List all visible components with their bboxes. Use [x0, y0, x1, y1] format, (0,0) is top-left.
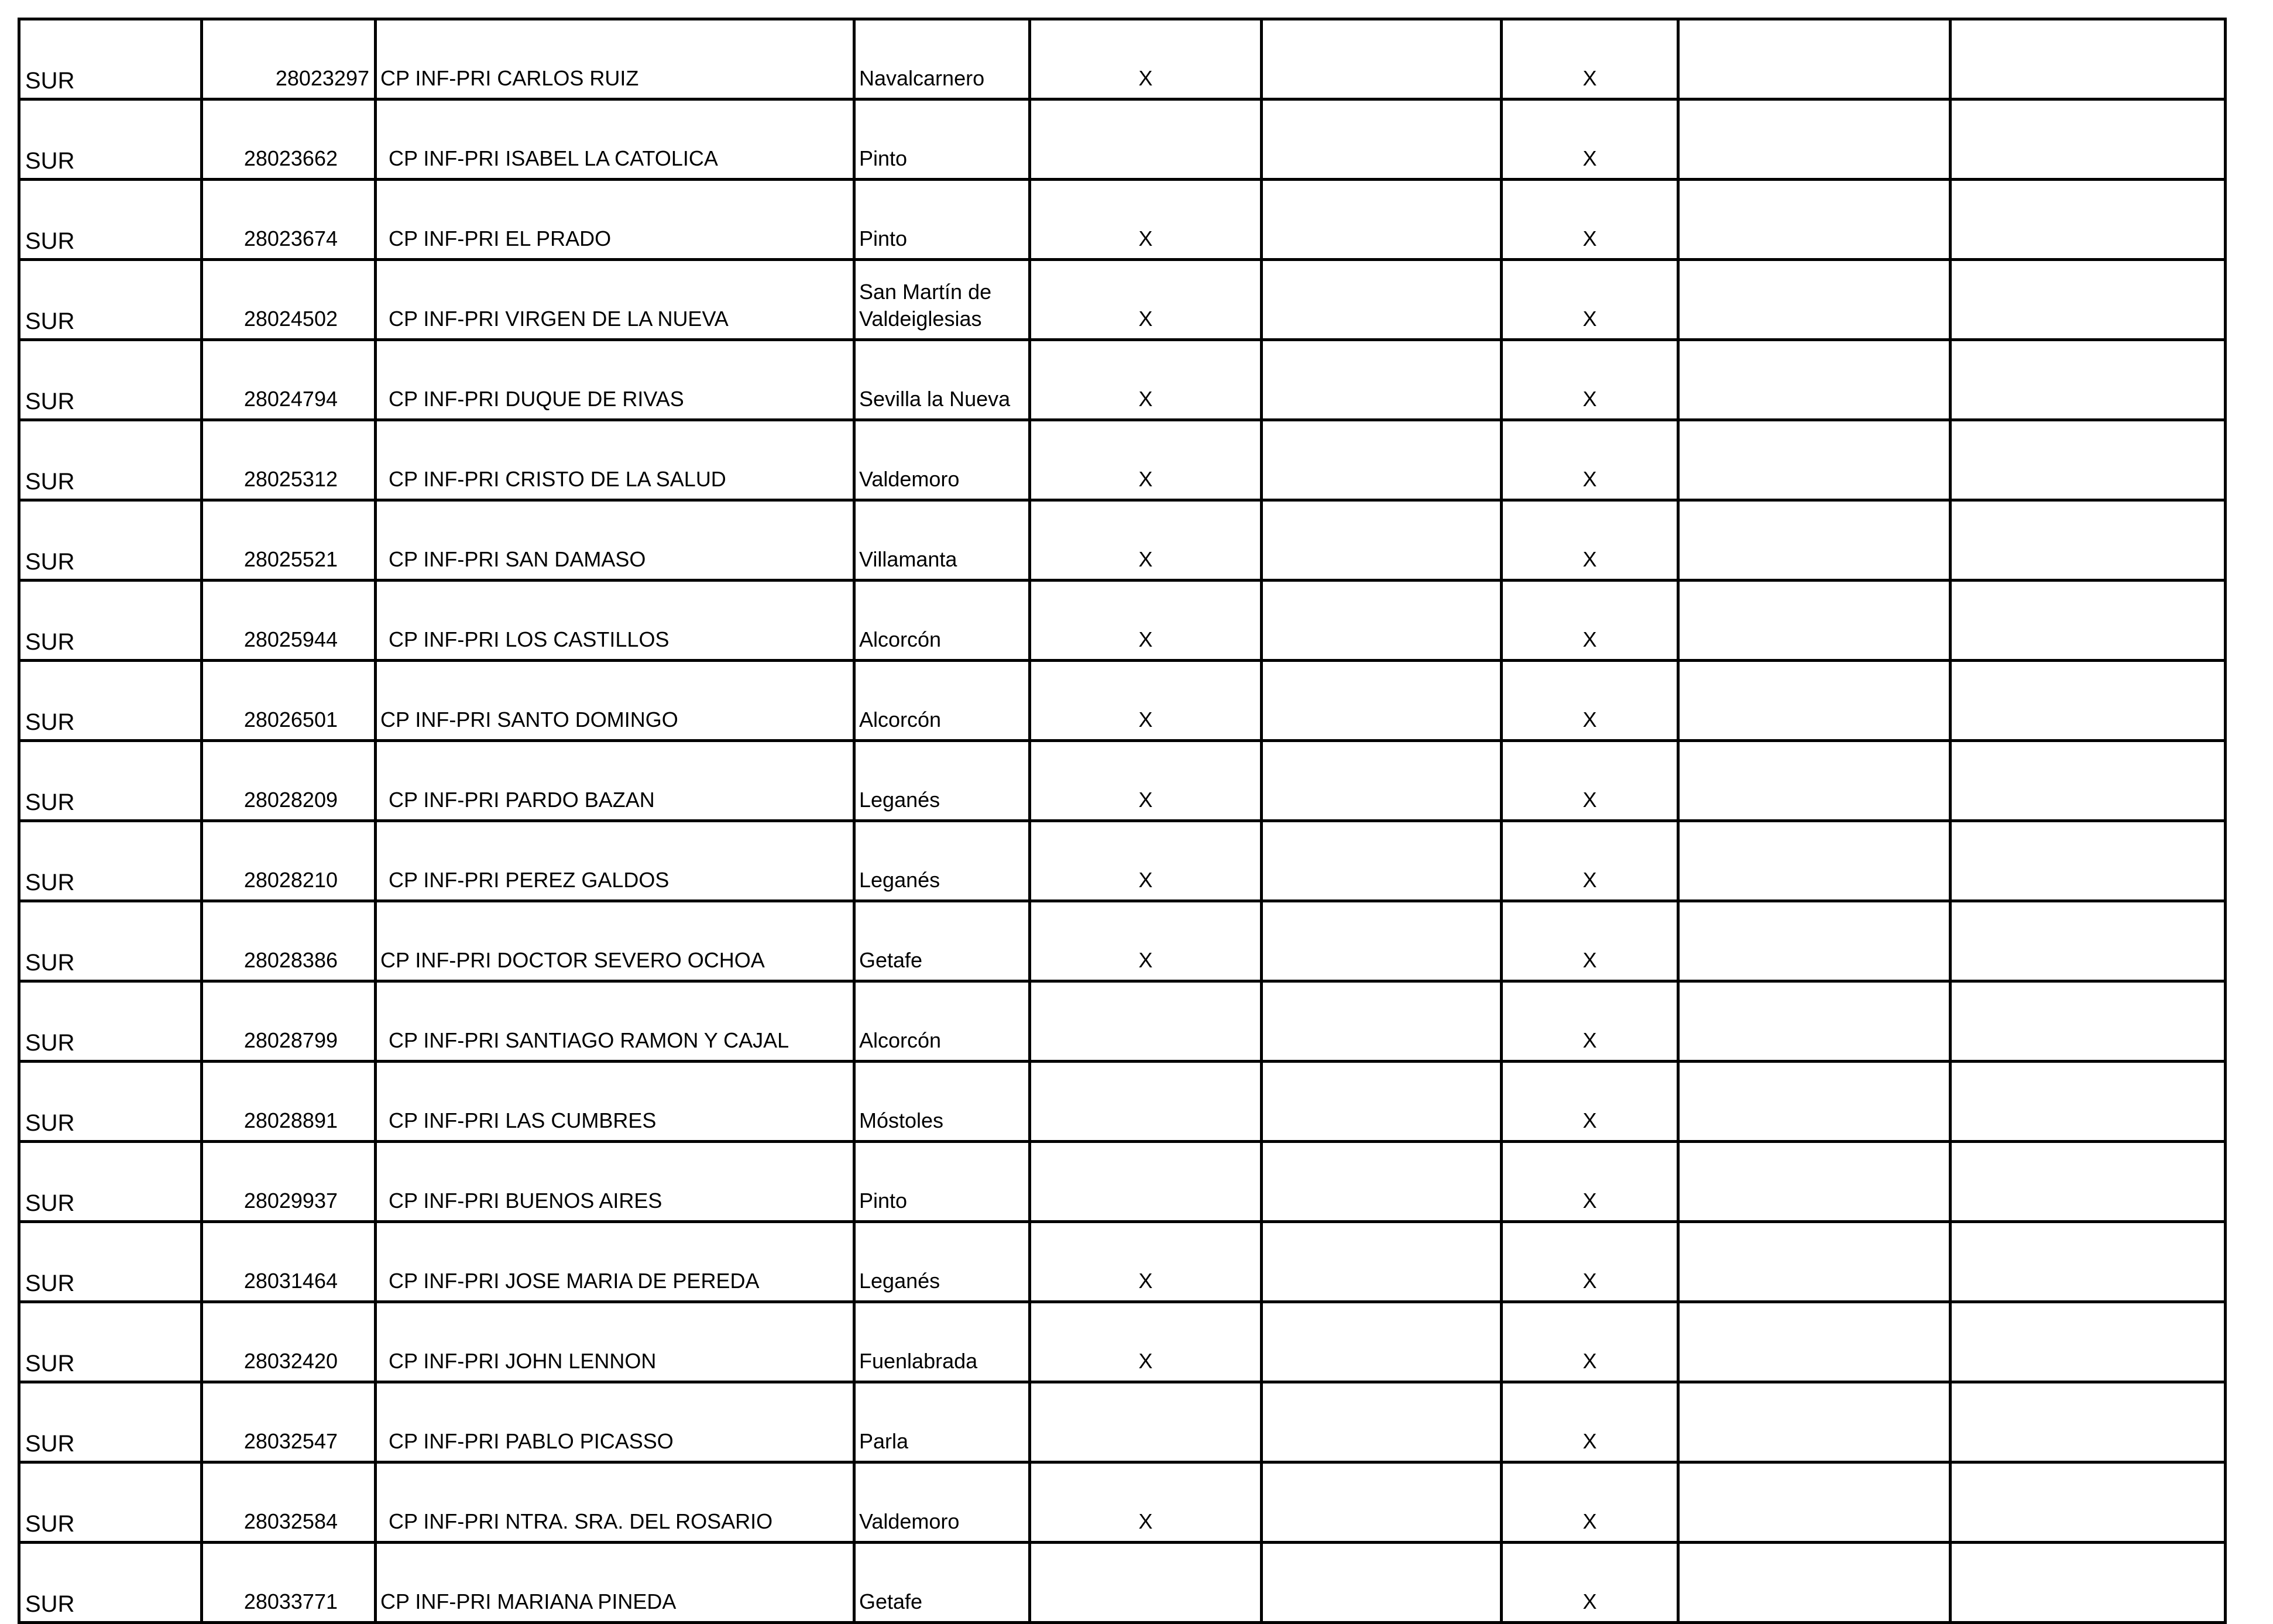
- zone-cell: SUR: [19, 260, 202, 340]
- mark-cell-3: X: [1502, 1142, 1678, 1222]
- table-row: [19, 420, 2226, 500]
- zone-cell: SUR: [19, 741, 202, 821]
- school-name-cell: CP INF-PRI BUENOS AIRES: [376, 1142, 854, 1222]
- mark-cell-5: [1951, 1062, 2226, 1142]
- table-row: [19, 1142, 2226, 1222]
- school-code-cell: 28028386: [202, 901, 376, 981]
- mark-cell-4: [1678, 420, 1951, 500]
- school-code-cell: 28032547: [202, 1382, 376, 1462]
- mark-cell-4: [1678, 741, 1951, 821]
- zone-cell: SUR: [19, 1142, 202, 1222]
- mark-cell-1: X: [1030, 741, 1262, 821]
- school-name-cell: CP INF-PRI PARDO BAZAN: [376, 741, 854, 821]
- school-name-cell: CP INF-PRI ISABEL LA CATOLICA: [376, 99, 854, 180]
- mark-cell-3: X: [1502, 500, 1678, 581]
- mark-cell-1: [1030, 1543, 1262, 1623]
- mark-cell-1: [1030, 981, 1262, 1062]
- table-row: [19, 1543, 2226, 1623]
- table-row: [19, 19, 2226, 99]
- mark-cell-4: [1678, 1142, 1951, 1222]
- mark-cell-1: X: [1030, 180, 1262, 260]
- zone-cell: SUR: [19, 1302, 202, 1382]
- school-name-cell: CP INF-PRI EL PRADO: [376, 180, 854, 260]
- mark-cell-2: [1262, 1382, 1502, 1462]
- mark-cell-2: [1262, 180, 1502, 260]
- town-cell: Pinto: [854, 99, 1030, 180]
- mark-cell-5: [1951, 340, 2226, 420]
- school-name-cell: CP INF-PRI NTRA. SRA. DEL ROSARIO: [376, 1462, 854, 1543]
- table-body: [19, 19, 2226, 1623]
- town-cell: Leganés: [854, 741, 1030, 821]
- mark-cell-3: X: [1502, 661, 1678, 741]
- school-code-cell: 28024794: [202, 340, 376, 420]
- table-row: [19, 180, 2226, 260]
- mark-cell-2: [1262, 420, 1502, 500]
- mark-cell-5: [1951, 1462, 2226, 1543]
- mark-cell-2: [1262, 821, 1502, 901]
- mark-cell-3: X: [1502, 901, 1678, 981]
- mark-cell-2: [1262, 1062, 1502, 1142]
- mark-cell-4: [1678, 500, 1951, 581]
- mark-cell-5: [1951, 99, 2226, 180]
- zone-cell: SUR: [19, 1222, 202, 1302]
- school-name-cell: CP INF-PRI JOSE MARIA DE PEREDA: [376, 1222, 854, 1302]
- school-name-cell: CP INF-PRI MARIANA PINEDA: [376, 1543, 854, 1623]
- school-code-cell: 28028209: [202, 741, 376, 821]
- mark-cell-3: X: [1502, 981, 1678, 1062]
- mark-cell-4: [1678, 1462, 1951, 1543]
- zone-cell: SUR: [19, 1062, 202, 1142]
- mark-cell-1: X: [1030, 19, 1262, 99]
- school-name-cell: CP INF-PRI SAN DAMASO: [376, 500, 854, 581]
- school-name-cell: CP INF-PRI JOHN LENNON: [376, 1302, 854, 1382]
- table-row: [19, 1302, 2226, 1382]
- table-row: [19, 340, 2226, 420]
- mark-cell-4: [1678, 981, 1951, 1062]
- mark-cell-1: [1030, 1382, 1262, 1462]
- school-code-cell: 28025944: [202, 581, 376, 661]
- zone-cell: SUR: [19, 19, 202, 99]
- town-cell: Pinto: [854, 1142, 1030, 1222]
- mark-cell-3: X: [1502, 260, 1678, 340]
- mark-cell-4: [1678, 19, 1951, 99]
- zone-cell: SUR: [19, 99, 202, 180]
- mark-cell-4: [1678, 1302, 1951, 1382]
- mark-cell-1: X: [1030, 901, 1262, 981]
- school-name-cell: CP INF-PRI CRISTO DE LA SALUD: [376, 420, 854, 500]
- school-name-cell: CP INF-PRI PABLO PICASSO: [376, 1382, 854, 1462]
- mark-cell-1: X: [1030, 581, 1262, 661]
- school-code-cell: 28024502: [202, 260, 376, 340]
- mark-cell-3: X: [1502, 581, 1678, 661]
- school-code-cell: 28023297: [202, 19, 376, 99]
- mark-cell-4: [1678, 340, 1951, 420]
- mark-cell-3: X: [1502, 1462, 1678, 1543]
- zone-cell: SUR: [19, 1462, 202, 1543]
- mark-cell-4: [1678, 180, 1951, 260]
- zone-cell: SUR: [19, 340, 202, 420]
- mark-cell-3: X: [1502, 741, 1678, 821]
- school-code-cell: 28025521: [202, 500, 376, 581]
- mark-cell-2: [1262, 1222, 1502, 1302]
- mark-cell-5: [1951, 901, 2226, 981]
- mark-cell-5: [1951, 180, 2226, 260]
- table-row: [19, 99, 2226, 180]
- mark-cell-5: [1951, 1382, 2226, 1462]
- school-code-cell: 28032584: [202, 1462, 376, 1543]
- mark-cell-1: X: [1030, 340, 1262, 420]
- zone-cell: SUR: [19, 661, 202, 741]
- mark-cell-1: X: [1030, 500, 1262, 581]
- mark-cell-3: X: [1502, 1222, 1678, 1302]
- town-cell: Alcorcón: [854, 661, 1030, 741]
- school-name-cell: CP INF-PRI CARLOS RUIZ: [376, 19, 854, 99]
- town-cell: Pinto: [854, 180, 1030, 260]
- mark-cell-2: [1262, 1462, 1502, 1543]
- zone-cell: SUR: [19, 821, 202, 901]
- mark-cell-1: X: [1030, 1302, 1262, 1382]
- mark-cell-5: [1951, 1543, 2226, 1623]
- mark-cell-1: X: [1030, 661, 1262, 741]
- mark-cell-1: X: [1030, 260, 1262, 340]
- mark-cell-1: X: [1030, 821, 1262, 901]
- mark-cell-4: [1678, 901, 1951, 981]
- town-cell: Sevilla la Nueva: [854, 340, 1030, 420]
- school-code-cell: 28023662: [202, 99, 376, 180]
- mark-cell-2: [1262, 99, 1502, 180]
- zone-cell: SUR: [19, 420, 202, 500]
- mark-cell-5: [1951, 420, 2226, 500]
- town-cell: Valdemoro: [854, 420, 1030, 500]
- mark-cell-2: [1262, 661, 1502, 741]
- school-name-cell: CP INF-PRI VIRGEN DE LA NUEVA: [376, 260, 854, 340]
- mark-cell-2: [1262, 19, 1502, 99]
- zone-cell: SUR: [19, 581, 202, 661]
- mark-cell-2: [1262, 741, 1502, 821]
- mark-cell-5: [1951, 661, 2226, 741]
- zone-cell: SUR: [19, 1382, 202, 1462]
- school-name-cell: CP INF-PRI LAS CUMBRES: [376, 1062, 854, 1142]
- mark-cell-5: [1951, 1302, 2226, 1382]
- school-code-cell: 28032420: [202, 1302, 376, 1382]
- mark-cell-2: [1262, 981, 1502, 1062]
- mark-cell-2: [1262, 1302, 1502, 1382]
- mark-cell-4: [1678, 1382, 1951, 1462]
- town-cell: Móstoles: [854, 1062, 1030, 1142]
- mark-cell-1: X: [1030, 1462, 1262, 1543]
- mark-cell-5: [1951, 260, 2226, 340]
- zone-cell: SUR: [19, 901, 202, 981]
- mark-cell-4: [1678, 260, 1951, 340]
- mark-cell-1: [1030, 1142, 1262, 1222]
- table-row: [19, 741, 2226, 821]
- town-cell: Alcorcón: [854, 581, 1030, 661]
- school-name-cell: CP INF-PRI SANTIAGO RAMON Y CAJAL: [376, 981, 854, 1062]
- mark-cell-3: X: [1502, 99, 1678, 180]
- town-cell: Leganés: [854, 1222, 1030, 1302]
- town-cell: Getafe: [854, 1543, 1030, 1623]
- mark-cell-4: [1678, 821, 1951, 901]
- mark-cell-3: X: [1502, 19, 1678, 99]
- school-code-cell: 28026501: [202, 661, 376, 741]
- mark-cell-3: X: [1502, 1062, 1678, 1142]
- mark-cell-2: [1262, 581, 1502, 661]
- mark-cell-3: X: [1502, 821, 1678, 901]
- mark-cell-5: [1951, 821, 2226, 901]
- mark-cell-1: [1030, 1062, 1262, 1142]
- school-code-cell: 28033771: [202, 1543, 376, 1623]
- town-cell: Parla: [854, 1382, 1030, 1462]
- zone-cell: SUR: [19, 500, 202, 581]
- table-row: [19, 821, 2226, 901]
- school-name-cell: CP INF-PRI PEREZ GALDOS: [376, 821, 854, 901]
- school-code-cell: 28028891: [202, 1062, 376, 1142]
- zone-cell: SUR: [19, 981, 202, 1062]
- school-code-cell: 28029937: [202, 1142, 376, 1222]
- mark-cell-3: X: [1502, 180, 1678, 260]
- mark-cell-2: [1262, 901, 1502, 981]
- mark-cell-5: [1951, 581, 2226, 661]
- table-row: [19, 260, 2226, 340]
- school-code-cell: 28031464: [202, 1222, 376, 1302]
- table-row: [19, 901, 2226, 981]
- mark-cell-5: [1951, 981, 2226, 1062]
- table-row: [19, 500, 2226, 581]
- mark-cell-2: [1262, 500, 1502, 581]
- mark-cell-2: [1262, 340, 1502, 420]
- mark-cell-2: [1262, 1142, 1502, 1222]
- mark-cell-3: X: [1502, 1382, 1678, 1462]
- school-name-cell: CP INF-PRI DUQUE DE RIVAS: [376, 340, 854, 420]
- mark-cell-4: [1678, 99, 1951, 180]
- mark-cell-1: X: [1030, 1222, 1262, 1302]
- school-name-cell: CP INF-PRI LOS CASTILLOS: [376, 581, 854, 661]
- mark-cell-5: [1951, 19, 2226, 99]
- mark-cell-2: [1262, 260, 1502, 340]
- town-cell: Navalcarnero: [854, 19, 1030, 99]
- table-row: [19, 981, 2226, 1062]
- mark-cell-3: X: [1502, 1543, 1678, 1623]
- mark-cell-4: [1678, 1543, 1951, 1623]
- mark-cell-5: [1951, 1142, 2226, 1222]
- mark-cell-4: [1678, 581, 1951, 661]
- mark-cell-3: X: [1502, 1302, 1678, 1382]
- school-name-cell: CP INF-PRI DOCTOR SEVERO OCHOA: [376, 901, 854, 981]
- mark-cell-2: [1262, 1543, 1502, 1623]
- mark-cell-3: X: [1502, 420, 1678, 500]
- table-row: [19, 581, 2226, 661]
- town-cell: Fuenlabrada: [854, 1302, 1030, 1382]
- mark-cell-3: X: [1502, 340, 1678, 420]
- school-name-cell: CP INF-PRI SANTO DOMINGO: [376, 661, 854, 741]
- mark-cell-5: [1951, 741, 2226, 821]
- town-cell: Villamanta: [854, 500, 1030, 581]
- zone-cell: SUR: [19, 180, 202, 260]
- table-row: [19, 1382, 2226, 1462]
- town-cell: Getafe: [854, 901, 1030, 981]
- mark-cell-1: X: [1030, 420, 1262, 500]
- mark-cell-5: [1951, 500, 2226, 581]
- school-code-cell: 28023674: [202, 180, 376, 260]
- school-code-cell: 28025312: [202, 420, 376, 500]
- table-row: [19, 1222, 2226, 1302]
- schools-table: [18, 18, 2227, 1624]
- town-cell: Valdemoro: [854, 1462, 1030, 1543]
- mark-cell-5: [1951, 1222, 2226, 1302]
- town-cell: San Martín de Valdeiglesias: [854, 260, 1030, 340]
- town-cell: Leganés: [854, 821, 1030, 901]
- table-row: [19, 1462, 2226, 1543]
- zone-cell: SUR: [19, 1543, 202, 1623]
- table-row: [19, 1062, 2226, 1142]
- school-code-cell: 28028799: [202, 981, 376, 1062]
- table-row: [19, 661, 2226, 741]
- mark-cell-1: [1030, 99, 1262, 180]
- mark-cell-4: [1678, 661, 1951, 741]
- mark-cell-4: [1678, 1062, 1951, 1142]
- mark-cell-4: [1678, 1222, 1951, 1302]
- town-cell: Alcorcón: [854, 981, 1030, 1062]
- school-code-cell: 28028210: [202, 821, 376, 901]
